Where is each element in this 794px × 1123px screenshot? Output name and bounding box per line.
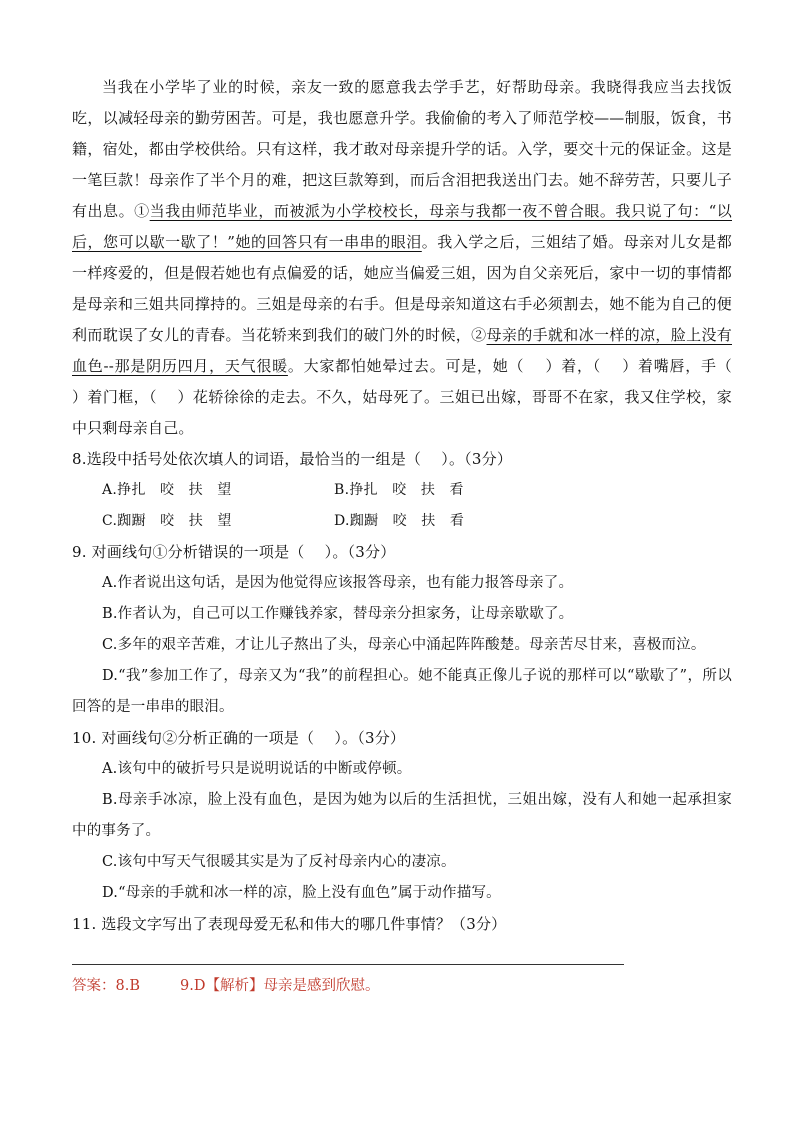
underlined-sentence-1: 当我由师范毕业，而被派为小学校校长，母亲与我都一夜不曾合眼。我只说了句：“以后，您可以歇一歇了！”她的回答只有一串串的眼泪	[72, 202, 732, 251]
question-8-stem: 8.选段中括号处依次填人的词语，最恰当的一组是（ ）。（3分）	[72, 450, 513, 468]
question-10-option-b: B.母亲手冰凉，脸上没有血色，是因为她为以后的生活担忧，三姐出嫁，没有人和她一起承担家中的事务了。	[72, 792, 732, 839]
options-row	[72, 506, 732, 537]
question-9-option-b: B.作者认为，自己可以工作赚钱养家，替母亲分担家务，让母亲歇歇了。	[102, 606, 574, 622]
question-10-option-c: C.该句中写天气很暖其实是为了反衬母亲内心的凄凉。	[102, 854, 456, 870]
question-9-option-c: C.多年的艰辛苦难，才让儿子熬出了头，母亲心中涌起阵阵酸楚。母亲苦尽甘来，喜极而泣。	[102, 637, 706, 653]
passage-text-3: 。大家都怕她晕过去。可是，她（ ）着，（ ）着嘴唇，手（ ）着门框，（ ）花轿徐徐的走去。不久，姑母死了。三姐已出嫁，哥哥不在家，我又住学校，家中只剩母亲自己。	[72, 357, 753, 437]
option-d: D.踟蹰 咬 扶 看	[334, 513, 465, 529]
question-9-option-d: D.“我”参加工作了，母亲又为“我”的前程担心。她不能真正像儿子说的那样可以“歇歇了”，所以回答的是一串串的眼泪。	[72, 668, 732, 715]
question-10-option-d: D.“母亲的手就和冰一样的凉，脸上没有血色”属于动作描写。	[102, 885, 501, 901]
option-c: C.踟蹰 咬 扶 望	[102, 513, 232, 529]
question-10-stem: 10. 对画线句②分析正确的一项是（ ）。（3分）	[72, 729, 406, 747]
options-row	[72, 475, 732, 506]
answer-key	[72, 971, 732, 1002]
passage-text-2: 。我入学之后，三姐结了婚。母亲对儿女是都一样疼爱的，但是假若她也有点偏爱的话，她应当偏爱三姐，因为自父亲死后，家中一切的事情都是母亲和三姐共同撑持的。三姐是母亲的右手。但是母亲知道这右手必须割去，她不能为自己的便利而耽误了女儿的青春。当花轿来到我们的破门外的时候，②	[72, 233, 732, 344]
question-9-stem: 9. 对画线句①分析错误的一项是（ ）。（3分）	[72, 543, 396, 561]
question-9-option-a: A.作者说出这句话，是因为他觉得应该报答母亲，也有能力报答母亲了。	[102, 575, 574, 591]
passage-paragraph	[72, 72, 753, 444]
question-11-stem: 11. 选段文字写出了表现母爱无私和伟大的哪几件事情？（3分）	[72, 915, 507, 933]
option-b: B.挣扎 咬 扶 看	[334, 482, 464, 498]
passage-text-1: 当我在小学毕了业的时候，亲友一致的愿意我去学手艺，好帮助母亲。我晓得我应当去找饭吃，以减轻母亲的勤劳困苦。可是，我也愿意升学。我偷偷的考入了师范学校——制服，饭食，书籍，宿处，都由学校供给。只有这样，我才敢对母亲提升学的话。入学，要交十元的保证金。这是一笔巨款！母亲作了半个月的难，把这巨款筹到，而后含泪把我送出门去。她不辞劳苦，只要儿子有出息。①	[72, 78, 732, 220]
answer-blank-line[interactable]	[72, 964, 624, 965]
option-a: A.挣扎 咬 扶 望	[102, 482, 232, 498]
worksheet-page	[72, 72, 753, 1002]
answer-part-1: 答案：8.B	[72, 978, 140, 994]
answer-part-2: 9.D【解析】母亲是感到欣慰。	[180, 978, 380, 994]
question-10-option-a: A.该句中的破折号只是说明说话的中断或停顿。	[102, 761, 412, 777]
question-8-options	[72, 475, 732, 537]
underlined-sentence-2: 母亲的手就和冰一样的凉，脸上没有血色--那是阴历四月，天气很暖	[72, 326, 732, 375]
